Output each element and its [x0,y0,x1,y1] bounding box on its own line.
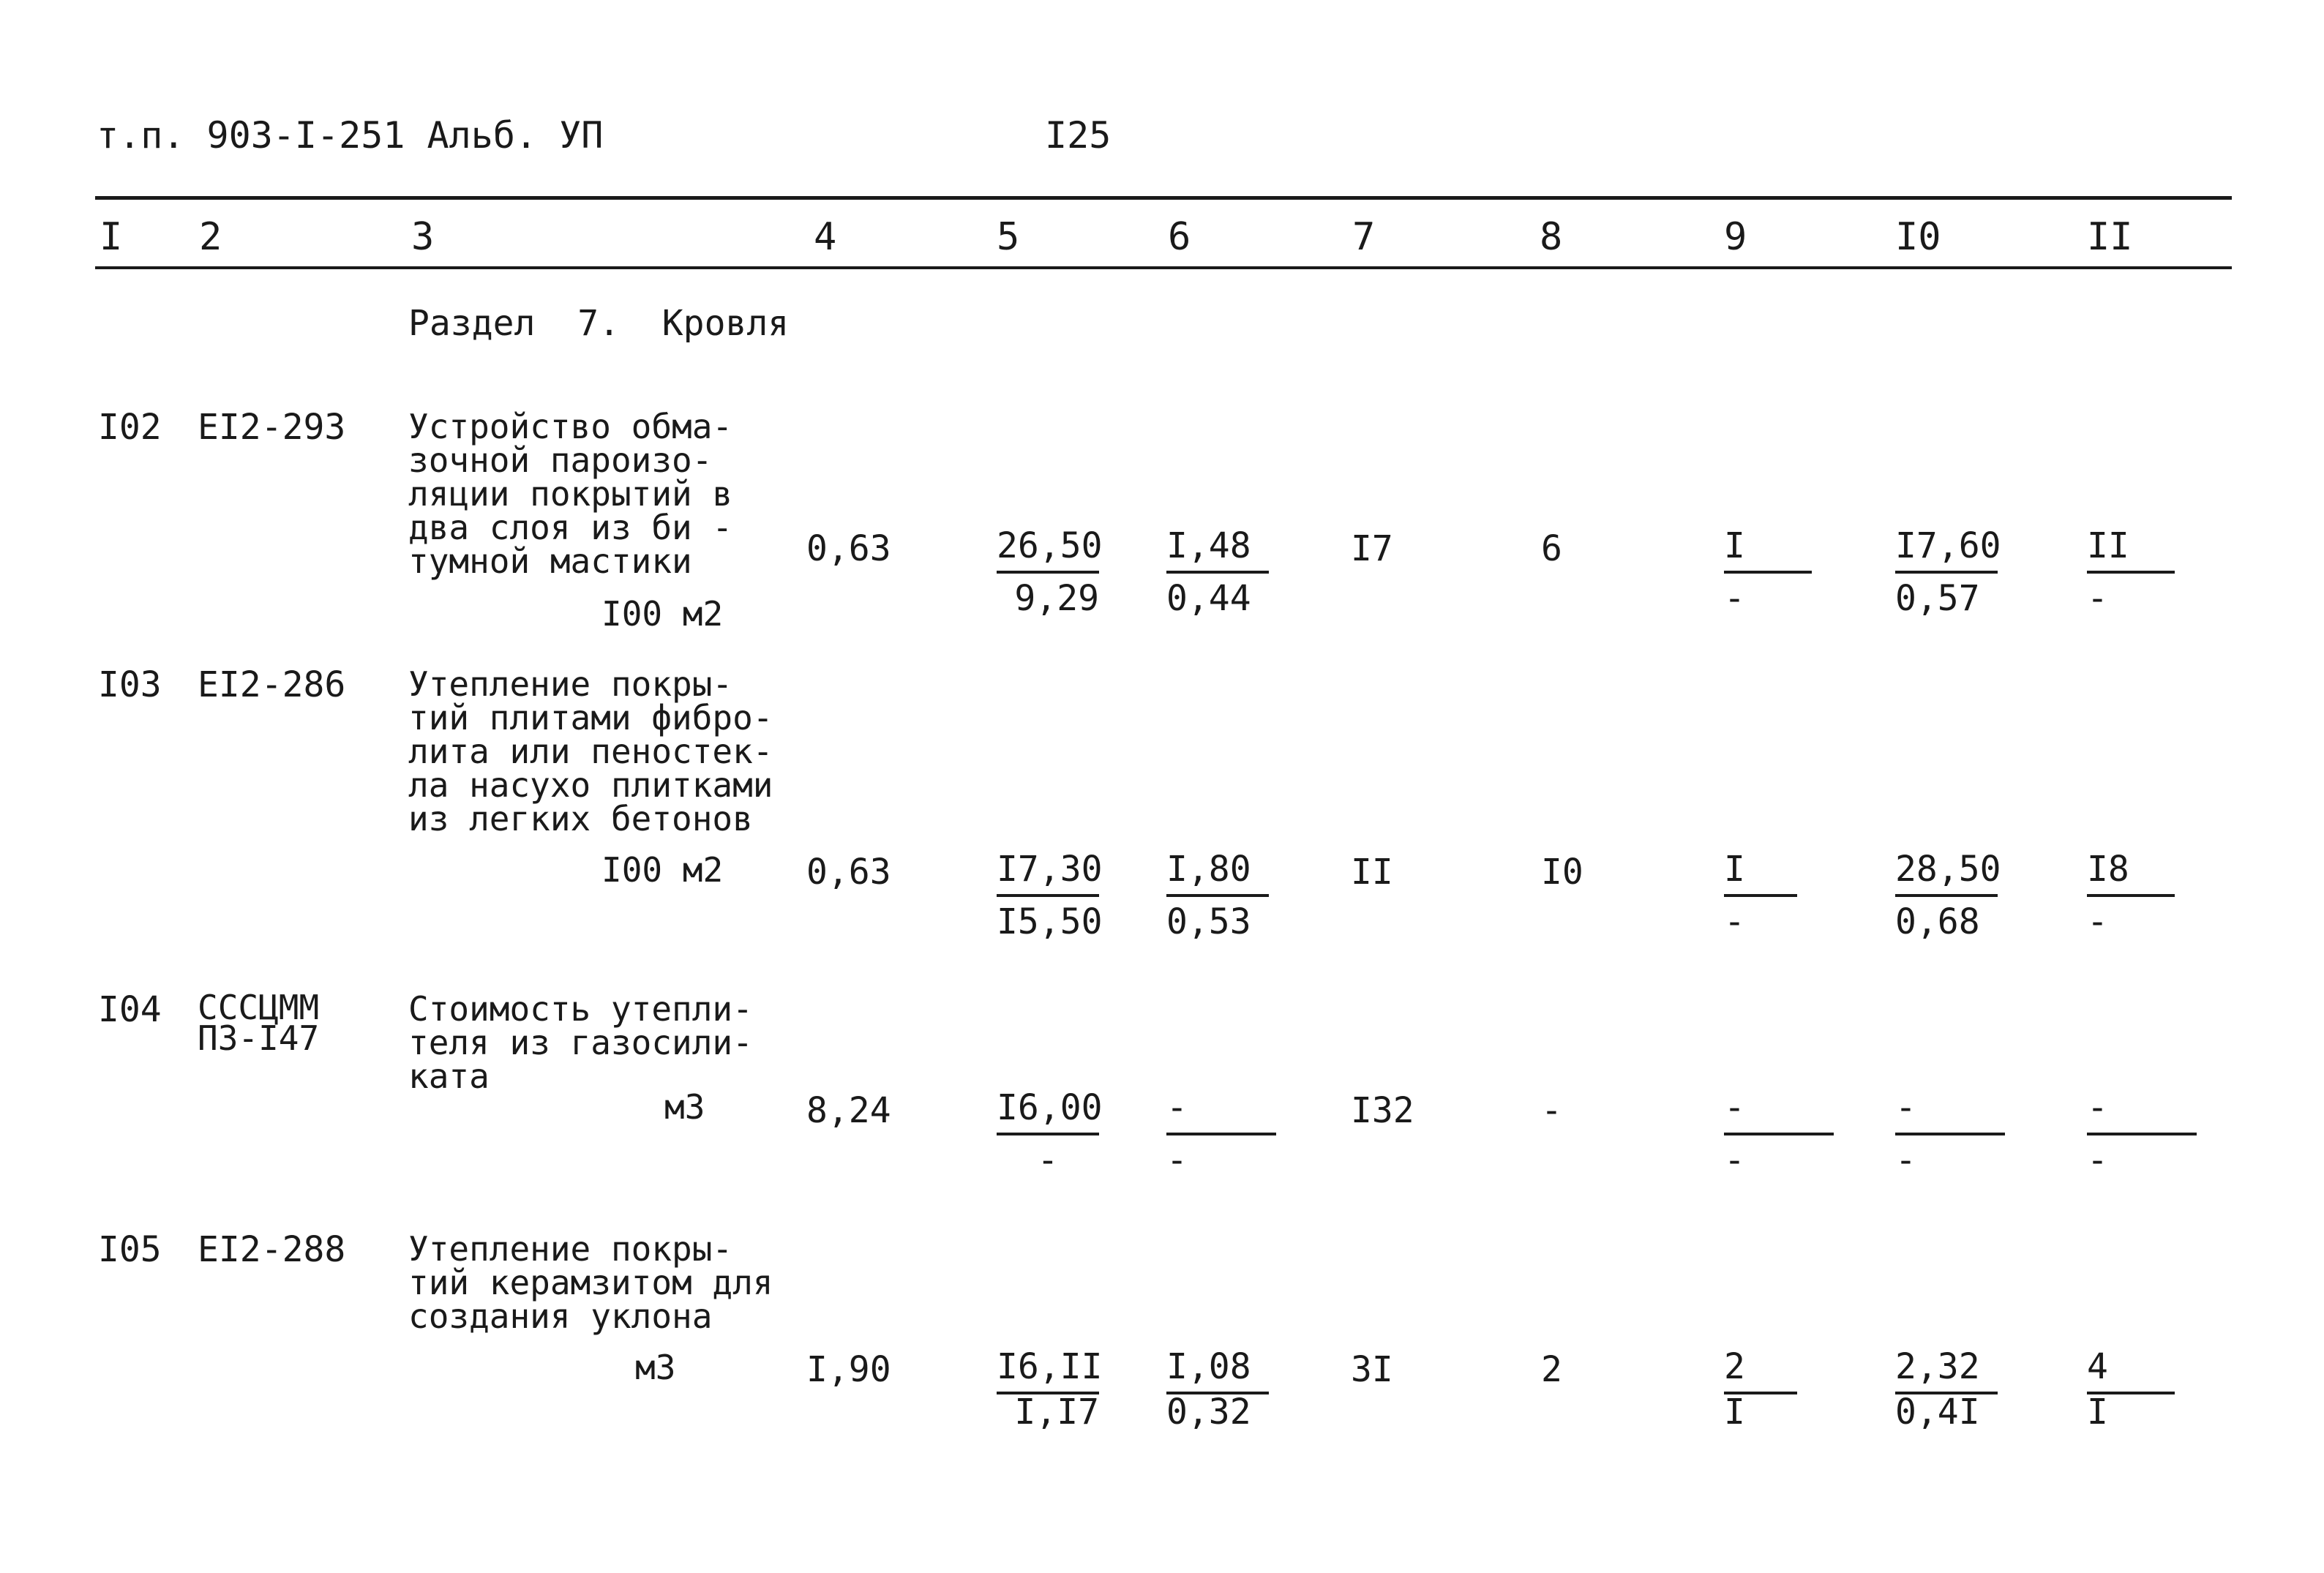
row-number: I05 [98,1229,162,1270]
column-header-8: 8 [1540,215,1563,259]
cost-fraction-col6 [1166,1346,1269,1433]
document-reference: т.п. 903-I-251 Альб. УП [97,114,604,157]
fraction-numerator: II [2087,528,2175,574]
fraction-denominator: - [2087,578,2108,619]
page-number: I25 [1045,114,1112,157]
cost-fraction-col9 [1724,1087,1834,1181]
fraction-numerator: I,08 [1166,1349,1269,1394]
section-title: Раздел 7. Кровля [408,303,790,344]
fraction-numerator: - [1895,1090,2005,1135]
quantity: 0,63 [806,528,891,569]
column-header-2: 2 [199,215,222,259]
fraction-denominator: 0,44 [1166,578,1251,619]
fraction-denominator: - [2087,1140,2108,1181]
fraction-numerator: 2 [1724,1349,1797,1394]
row-number: I02 [98,407,162,448]
cost-fraction-col6 [1166,849,1269,942]
fraction-denominator: 0,57 [1895,578,1980,619]
cost-fraction-col5 [997,525,1103,619]
quantity: I,90 [806,1349,891,1390]
work-description: Утепление покры- тий плитами фибро- лита или пеностек- ла насухо плитками из легких бетонов [408,664,773,838]
value-col7: 3I [1351,1349,1393,1390]
fraction-numerator: - [2087,1090,2197,1135]
column-header-11: II [2087,215,2133,259]
fraction-denominator: I5,50 [997,901,1103,942]
work-description: Утепление покры- тий керамзитом для создания уклона [408,1229,773,1336]
rate-code: СССЦММ П3-I47 [198,988,320,1058]
fraction-denominator: I,I7 [1014,1392,1099,1433]
value-col7: I7 [1351,528,1393,569]
cost-fraction-col6 [1166,525,1269,619]
unit: I00 м2 [601,594,724,634]
column-header-9: 9 [1724,215,1747,259]
column-header-6: 6 [1168,215,1191,259]
cost-fraction-col6 [1166,1087,1276,1181]
table-header-rule [95,266,2232,269]
fraction-denominator: 0,4I [1895,1392,1980,1433]
quantity: 0,63 [806,852,891,893]
fraction-numerator: I [1724,528,1812,574]
column-header-3: 3 [411,215,435,259]
table-top-rule [95,196,2232,200]
fraction-numerator: - [1724,1090,1834,1135]
column-header-10: I0 [1895,215,1941,259]
rate-code: EI2-286 [198,664,346,705]
value-col8: 6 [1541,528,1562,569]
column-header-1: I [100,215,123,259]
value-col8: 2 [1541,1349,1562,1390]
work-description: Устройство обма- зочной пароизо- ляции покрытий в два слоя из би - тумной мастики [408,407,733,581]
unit: м3 [664,1087,705,1127]
work-description: Стоимость утепли- теля из газосили- ката [408,989,753,1096]
fraction-denominator: 0,53 [1166,901,1251,942]
fraction-numerator: I6,00 [997,1090,1099,1135]
column-header-5: 5 [997,215,1020,259]
column-header-4: 4 [814,215,837,259]
fraction-numerator: 4 [2087,1349,2175,1394]
cost-fraction-col5 [997,849,1103,942]
row-number: I03 [98,664,162,705]
fraction-numerator: I7,60 [1895,528,1998,574]
row-number: I04 [98,989,162,1030]
unit: м3 [635,1348,676,1387]
fraction-numerator: I6,II [997,1349,1099,1394]
cost-fraction-col9 [1724,1346,1797,1433]
fraction-numerator: - [1166,1090,1276,1135]
fraction-denominator: I [1724,1392,1745,1433]
fraction-numerator: 28,50 [1895,852,1998,897]
column-header-7: 7 [1352,215,1376,259]
value-col8: I0 [1541,852,1583,893]
fraction-denominator: 9,29 [1014,578,1099,619]
fraction-denominator: I [2087,1392,2108,1433]
fraction-denominator: 0,32 [1166,1392,1251,1433]
fraction-denominator: - [2087,901,2108,942]
fraction-numerator: I8 [2087,852,2175,897]
cost-fraction-col9 [1724,525,1812,619]
fraction-denominator: - [1724,578,1745,619]
fraction-numerator: I,48 [1166,528,1269,574]
value-col7: I32 [1351,1090,1414,1131]
cost-fraction-col10 [1895,1087,2005,1181]
value-col8: - [1541,1090,1562,1131]
fraction-denominator: - [1724,901,1745,942]
fraction-numerator: I [1724,852,1797,897]
fraction-numerator: I7,30 [997,852,1099,897]
fraction-denominator: - [1724,1140,1745,1181]
value-col7: II [1351,852,1393,893]
fraction-numerator: I,80 [1166,852,1269,897]
quantity: 8,24 [806,1090,891,1131]
cost-fraction-col10 [1895,1346,1998,1433]
fraction-denominator: - [1037,1140,1059,1181]
fraction-denominator: 0,68 [1895,901,1980,942]
rate-code: EI2-293 [198,407,346,448]
cost-fraction-col11 [2087,1087,2197,1181]
cost-fraction-col10 [1895,849,2001,942]
rate-code: EI2-288 [198,1229,346,1270]
cost-fraction-col11 [2087,849,2175,942]
cost-fraction-col5 [997,1087,1103,1181]
unit: I00 м2 [601,850,724,890]
cost-fraction-col10 [1895,525,2001,619]
fraction-denominator: - [1895,1140,1916,1181]
fraction-denominator: - [1166,1140,1188,1181]
cost-fraction-col5 [997,1346,1103,1433]
fraction-numerator: 26,50 [997,528,1099,574]
fraction-numerator: 2,32 [1895,1349,1998,1394]
cost-fraction-col9 [1724,849,1797,942]
cost-fraction-col11 [2087,1346,2175,1433]
cost-fraction-col11 [2087,525,2175,619]
